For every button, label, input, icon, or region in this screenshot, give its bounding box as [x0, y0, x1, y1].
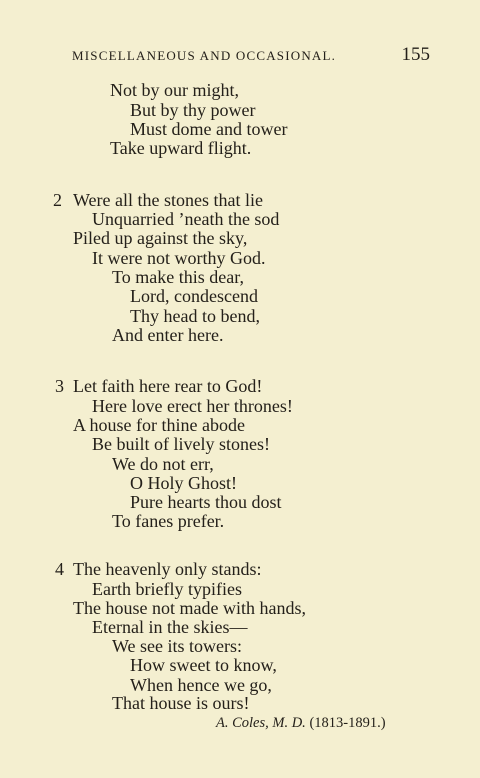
verse-line: Take upward flight. [110, 138, 252, 158]
verse-line: And enter here. [112, 325, 224, 345]
stanza-number: 4 [55, 559, 64, 579]
verse-line: Not by our might, [110, 80, 239, 100]
verse-line: Lord, condescend [130, 286, 258, 306]
verse-line: To make this dear, [112, 267, 244, 287]
running-title: MISCELLANEOUS AND OCCASIONAL. [72, 48, 337, 63]
verse-line: Unquarried ’neath the sod [92, 209, 280, 229]
verse-line: The heavenly only stands: [73, 559, 262, 579]
verse-line: That house is ours! [112, 693, 250, 713]
verse-line: Let faith here rear to God! [73, 376, 263, 396]
verse-line: O Holy Ghost! [130, 473, 237, 493]
verse-line: Be built of lively stones! [92, 434, 270, 454]
verse-line: Pure hearts thou dost [130, 492, 282, 512]
verse-line: Piled up against the sky, [73, 228, 248, 248]
stanza-number: 3 [55, 376, 64, 396]
verse-line: Earth briefly typifies [92, 579, 242, 599]
stanza-number: 2 [53, 190, 62, 210]
verse-line: A house for thine abode [73, 415, 245, 435]
verse-line: Were all the stones that lie [73, 190, 263, 210]
attribution [216, 715, 386, 732]
verse-line: We do not err, [112, 454, 214, 474]
verse-line: To fanes prefer. [112, 511, 225, 531]
verse-line: How sweet to know, [130, 655, 277, 675]
author-dates: (1813-1891.) [309, 715, 386, 731]
verse-line: Thy head to bend, [130, 306, 260, 326]
page-number: 155 [401, 44, 430, 65]
verse-line: We see its towers: [112, 636, 243, 656]
verse-line: When hence we go, [130, 675, 272, 695]
verse-line: But by thy power [130, 100, 256, 120]
author-name: A. Coles, M. D. [216, 715, 306, 731]
page-header [72, 44, 430, 68]
verse-line: Here love erect her thrones! [92, 396, 293, 416]
verse-line: Must dome and tower [130, 119, 288, 139]
verse-line: The house not made with hands, [73, 598, 306, 618]
verse-line: Eternal in the skies— [92, 617, 248, 637]
verse-line: It were not worthy God. [92, 248, 266, 268]
